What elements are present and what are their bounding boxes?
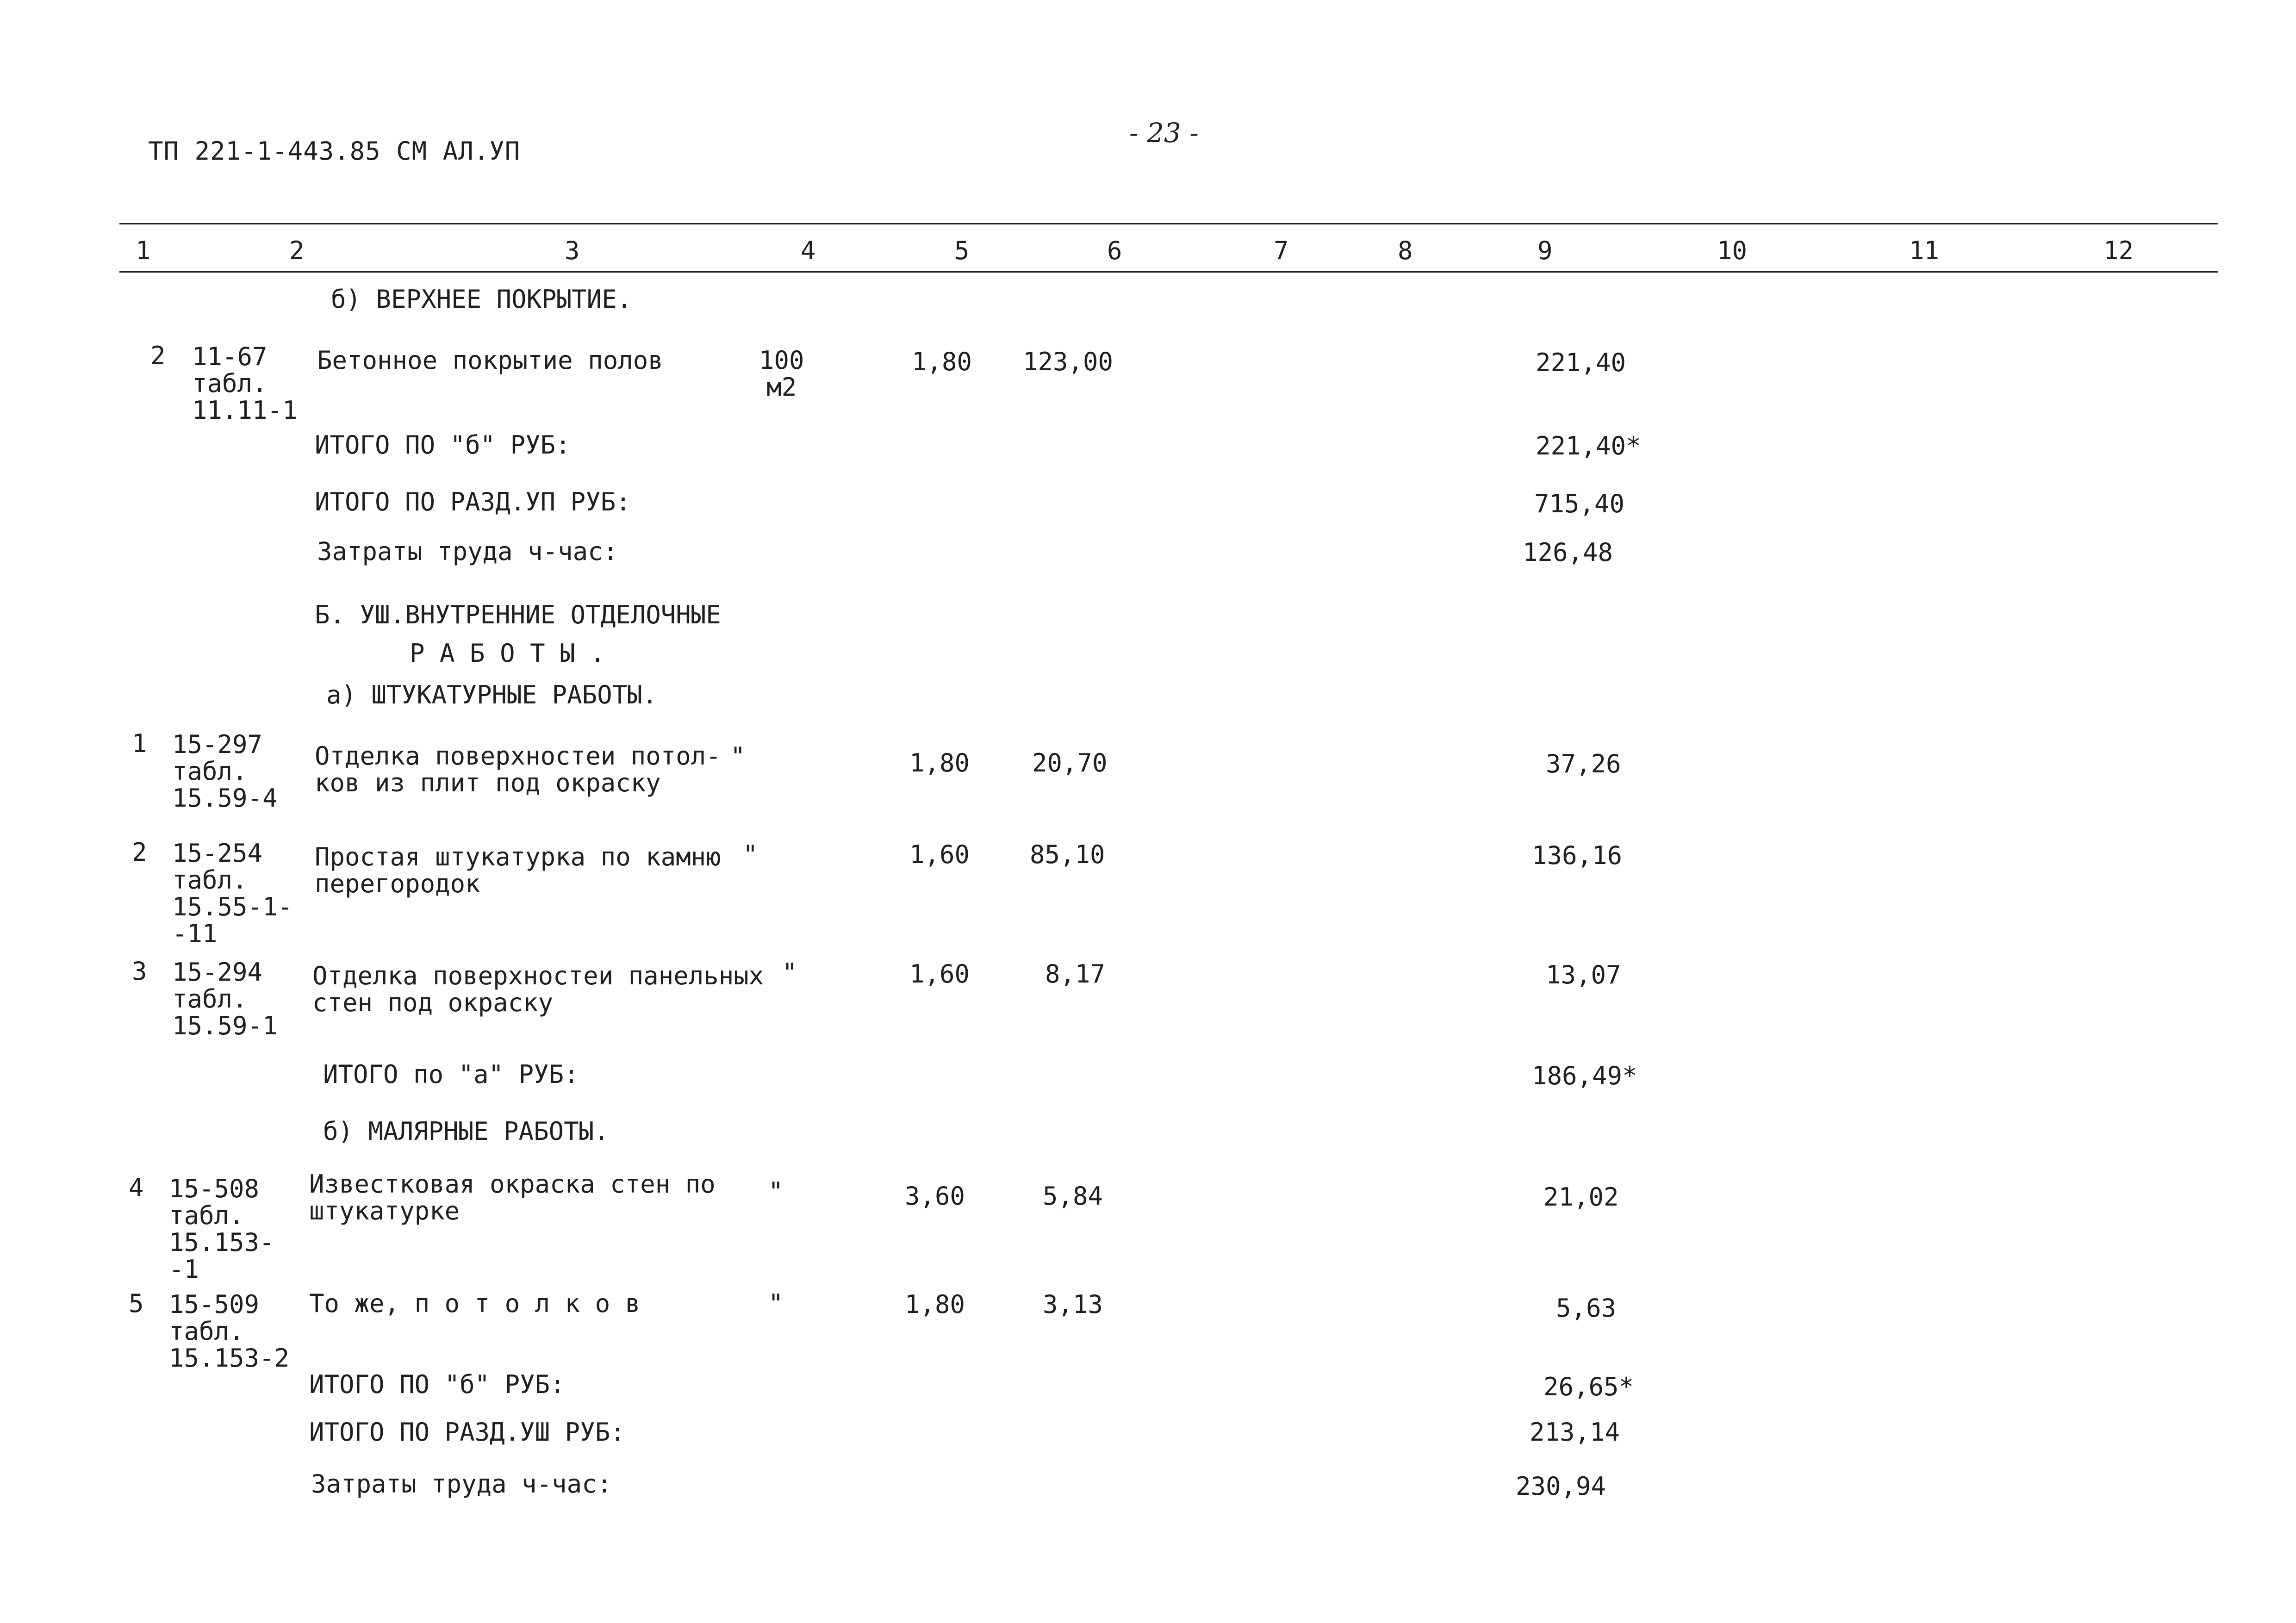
unit: " (782, 958, 797, 987)
table-top-rule (119, 223, 2218, 224)
unit-price: 5,84 (1043, 1181, 1103, 1211)
column-number: 3 (565, 236, 580, 265)
unit-price: 85,10 (1030, 840, 1105, 869)
unit-price: 3,13 (1043, 1290, 1103, 1319)
total-value: 26,65* (1543, 1372, 1634, 1401)
column-number: 4 (801, 236, 816, 265)
row-number: 4 (129, 1173, 144, 1202)
total-value: 186,49* (1532, 1061, 1637, 1090)
row-number: 2 (132, 838, 147, 867)
total-cost: 5,63 (1556, 1293, 1617, 1323)
column-number: 9 (1537, 236, 1553, 265)
section-heading: б) ВЕРХНЕЕ ПОКРЫТИЕ. (331, 285, 632, 314)
unit: " (743, 840, 758, 869)
unit-price: 20,70 (1032, 748, 1108, 777)
work-name: Отделка поверхностеи панельных стен под окраску (312, 961, 764, 1017)
total-label: ИТОГО ПО "б" РУБ: (309, 1370, 565, 1399)
column-number: 12 (2103, 236, 2134, 265)
work-name: Известковая окраска стен по штукатурке (309, 1169, 716, 1225)
unit: 100 м2 (759, 346, 804, 402)
unit-price: 8,17 (1045, 959, 1106, 989)
column-number: 1 (136, 236, 151, 265)
row-number: 5 (129, 1289, 144, 1318)
quantity: 1,80 (905, 1290, 965, 1319)
page-number: - 23 - (1129, 117, 1199, 149)
labor-value: 126,48 (1523, 538, 1613, 567)
total-value: 221,40* (1536, 431, 1641, 460)
quantity: 1,80 (909, 748, 970, 777)
document-code: ТП 221-1-443.85 СМ АЛ.УП (148, 137, 521, 166)
total-label: ИТОГО ПО "б" РУБ: (315, 430, 571, 460)
row-number: 3 (132, 957, 147, 986)
table-header-rule (119, 271, 2218, 273)
column-number: 7 (1274, 236, 1289, 265)
norm-code: 11-67 табл. 11.11-1 (192, 342, 298, 425)
work-name: То же, п о т о л к о в (309, 1289, 641, 1318)
total-label: ИТОГО ПО РАЗД.УШ РУБ: (309, 1418, 625, 1447)
column-number: 11 (1909, 236, 1940, 265)
quantity: 3,60 (905, 1181, 965, 1211)
norm-code: 15-297 табл. 15.59-4 (172, 730, 278, 813)
row-number: 1 (132, 729, 147, 758)
work-name: Бетонное покрытие полов (317, 346, 663, 375)
section-title: Б. УШ.ВНУТРЕННИЕ ОТДЕЛОЧНЫЕ (315, 600, 721, 629)
labor-label: Затраты труда ч-час: (311, 1469, 612, 1499)
row-number: 2 (150, 341, 166, 370)
quantity: 1,80 (912, 347, 972, 376)
column-number: 2 (289, 236, 305, 265)
subsection-heading: б) МАЛЯРНЫЕ РАБОТЫ. (323, 1117, 609, 1146)
unit: " (768, 1289, 784, 1318)
unit: " (768, 1177, 784, 1206)
total-value: 213,14 (1530, 1418, 1620, 1447)
total-cost: 37,26 (1546, 749, 1621, 778)
column-number: 8 (1398, 236, 1413, 265)
total-label: ИТОГО по "а" РУБ: (323, 1060, 579, 1089)
section-title-continued: Р А Б О Т Ы . (410, 639, 605, 668)
unit: " (730, 742, 746, 771)
total-cost: 21,02 (1543, 1182, 1619, 1212)
column-number: 6 (1107, 236, 1122, 265)
column-number: 5 (954, 236, 970, 265)
total-value: 715,40 (1534, 489, 1625, 518)
column-number: 10 (1717, 236, 1748, 265)
unit-price: 123,00 (1023, 347, 1114, 376)
quantity: 1,60 (909, 840, 970, 869)
labor-value: 230,94 (1516, 1472, 1606, 1501)
total-label: ИТОГО ПО РАЗД.УП РУБ: (315, 487, 631, 516)
norm-code: 15-294 табл. 15.59-1 (172, 958, 278, 1040)
norm-code: 15-509 табл. 15.153-2 (169, 1290, 290, 1373)
norm-code: 15-254 табл. 15.55-1- -11 (172, 839, 293, 948)
work-name: Отделка поверхностеи потол- ков из плит под окраску (315, 741, 721, 797)
subsection-heading: а) ШТУКАТУРНЫЕ РАБОТЫ. (326, 680, 658, 709)
total-cost: 136,16 (1532, 841, 1623, 870)
norm-code: 15-508 табл. 15.153- -1 (169, 1174, 274, 1284)
work-name: Простая штукатурка по камню перегородок (315, 842, 721, 898)
total-cost: 13,07 (1546, 960, 1621, 989)
quantity: 1,60 (909, 959, 970, 989)
total-cost: 221,40 (1536, 348, 1626, 377)
labor-label: Затраты труда ч-час: (317, 537, 618, 566)
